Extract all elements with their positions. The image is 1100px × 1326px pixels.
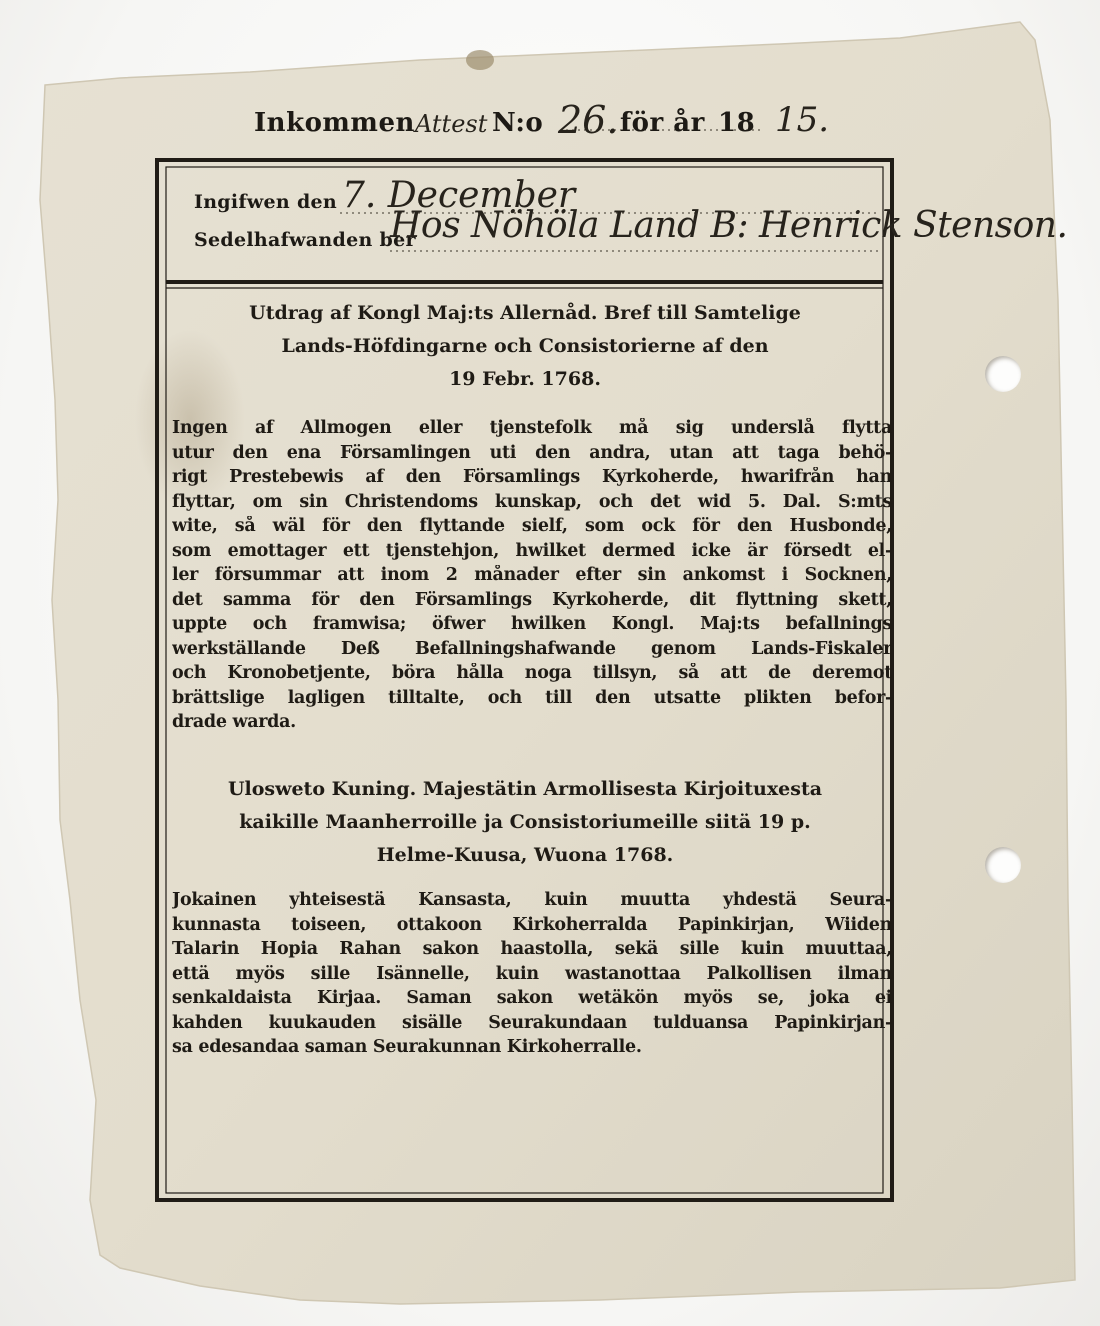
punch-hole	[985, 356, 1021, 392]
finnish-body-line: kahden kuukauden sisälle Seurakundaan tulduansa Papinkirjan-	[172, 1012, 892, 1033]
finnish-body-line: Jokainen yhteisestä Kansasta, kuin muutta yhdestä Seura-	[172, 890, 892, 910]
form-block	[190, 175, 1068, 275]
ingifwen-value: 7. December	[342, 175, 576, 216]
finnish-body-line: että myös sille Isännelle, kuin wastanottaa Palkollisen ilman	[172, 963, 892, 984]
swedish-title-line: Utdrag af Kongl Maj:ts Allernåd. Bref till Samtelige	[249, 302, 801, 324]
swedish-body-line: som emottager ett tjenstehjon, hwilket dermed icke är försedt el-	[172, 540, 892, 561]
header-attest-stamp: Attest	[415, 110, 488, 138]
finnish-body-line: Talarin Hopia Rahan sakon haastolla, sekä sille kuin muuttaa,	[172, 939, 892, 959]
swedish-body-line: ler försummar att inom 2 månader efter sin ankomst i Socknen,	[172, 565, 892, 585]
swedish-body-line: utur den ena Församlingen uti den andra, utan att taga behö-	[172, 442, 892, 463]
holder-value: Hos Nöhöla Land B: Henrick Stenson.	[390, 205, 1068, 246]
swedish-body-line: Ingen af Allmogen eller tjenstefolk må sig underslå flytta	[172, 418, 892, 438]
header-no-label: N:o	[492, 108, 544, 138]
swedish-body-line: det samma för den Församlings Kyrkoherde, dit flyttning skett,	[172, 589, 892, 610]
finnish-body-line: sa edesandaa saman Seurakunnan Kirkoherralle.	[172, 1037, 642, 1057]
swedish-body-line: werkställande Deß Befallningshafwande genom Lands-Fiskaler	[172, 638, 892, 659]
swedish-title-line: Lands-Höfdingarne och Consistorierne af den	[281, 335, 769, 357]
swedish-body-line: uppte och framwisa; öfwer hwilken Kongl. Maj:ts befallnings	[172, 614, 892, 634]
header-year-hand: 15.	[775, 100, 830, 140]
swedish-body-line: wite, så wäl för den flyttande sielf, som ock för den Husbonde,	[172, 516, 892, 536]
swedish-body-line: brättslige lagligen tilltalte, och till den utsatte plikten befor-	[172, 687, 892, 708]
swedish-body-line: drade warda.	[172, 712, 296, 732]
swedish-body-line: flyttar, om sin Christendoms kunskap, och det wid 5. Dal. S:mts	[172, 491, 892, 512]
swedish-body-line: rigt Prestebewis af den Församlings Kyrkoherde, hwarifrån han	[172, 467, 892, 487]
header-year-printed: 18	[718, 108, 756, 138]
header-number: 26.	[558, 98, 619, 142]
finnish-title-line: Ulosweto Kuning. Majestätin Armollisesta Kirjoituxesta	[227, 778, 823, 800]
punch-hole	[985, 847, 1021, 883]
stain-mark	[466, 50, 494, 70]
header-inkommen: Inkommen	[254, 108, 415, 138]
ingifwen-label: Ingifwen den	[194, 191, 338, 213]
finnish-body-line: kunnasta toiseen, ottakoon Kirkoherralda Papinkirjan, Wiiden	[172, 914, 892, 935]
holder-label: Sedelhafwanden ber	[194, 229, 416, 251]
header-for-year: för år	[620, 108, 705, 138]
swedish-body-line: och Kronobetjente, böra hålla noga tillsyn, så att de deremot	[172, 663, 892, 683]
swedish-title-line: 19 Febr. 1768.	[449, 368, 601, 390]
header-line	[240, 100, 860, 150]
finnish-title-line: Helme-Kuusa, Wuona 1768.	[376, 844, 674, 866]
finnish-title-line: kaikille Maanherroille ja Consistoriumeille siitä 19 p.	[239, 811, 811, 833]
finnish-body-line: senkaldaista Kirjaa. Saman sakon wetäkön myös se, joka ei	[172, 988, 892, 1008]
